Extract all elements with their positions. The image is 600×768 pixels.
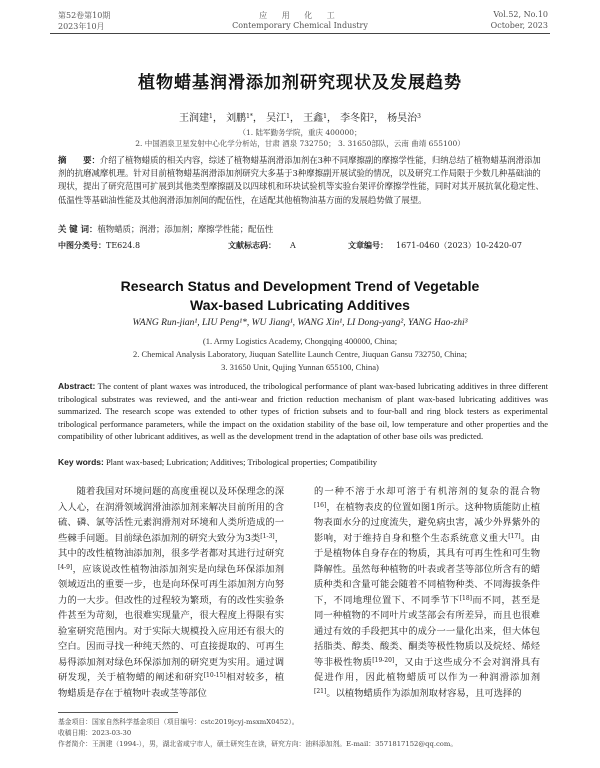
journal-volume-en: Vol.52, No.10	[493, 10, 548, 19]
journal-name-en: Contemporary Chemical Industry	[232, 21, 368, 30]
citation: [10-15]	[203, 672, 226, 679]
footnote-author-bio: 作者简介：王润建（1994-），男，湖北省咸宁市人，硕士研究生在读，研究方向：油料添加剂。E-mail：3571817152@qq.com。	[58, 740, 458, 748]
journal-date: 2023年10月	[58, 22, 105, 31]
citation: [16]	[314, 501, 327, 509]
body-column-right	[314, 484, 540, 701]
affiliation-en-1: (1. Army Logistics Academy, Chongqing 400000, China;	[202, 336, 398, 346]
abstract-text-cn: 介绍了植物蜡质的相关内容，综述了植物蜡基润滑添加剂在3种不同摩擦副的摩擦学性能，归纳总结了植物蜡基润滑添加剂的抗磨减摩机理。针对目前植物蜡基润滑添加剂研究大多基于3种摩擦副开展试验的情况，以及研究工作局限于少数几种基础油的现状，提出了研究范围可扩展到其他类型摩擦副及以四球机和环块试验机等实验台架评价摩擦学性能，同时对其开展抗氧化稳定性、低温性等基础油性能及其他润滑添加剂间的配伍性，在适配其他植物油基方面的发展趋势做了展望。	[58, 155, 544, 205]
author-name: 王润建	[179, 113, 210, 124]
footnote-rule	[58, 712, 178, 713]
author-name: 王鑫	[303, 113, 324, 124]
keywords-text-en: Plant wax-based; Lubrication; Additives; Tribological properties; Compatibility	[105, 457, 377, 467]
abstract-en	[58, 380, 548, 443]
clc-number: 中图分类号：TE624.8	[58, 241, 141, 250]
abstract-cn	[58, 154, 546, 207]
journal-date-en: October, 2023	[490, 21, 548, 30]
keywords-text-cn: 植物蜡质；润滑；添加剂；摩擦学性能；配伍性	[97, 224, 274, 234]
journal-volume: 第52卷第10期	[58, 11, 111, 20]
affiliation-en-2: 2. Chemical Analysis Laboratory, Jiuquan Satellite Launch Centre, Jiuquan Gansu 732750, China;	[133, 349, 467, 359]
keywords-cn	[58, 223, 546, 236]
citation: [19-20]	[372, 656, 395, 664]
author-list-cn: 王润建$^1$， 刘鹏$^{1*}$， 吴江$^1$， 王鑫$^1$， 李冬阳$^2$， 杨昊治$^3$	[179, 113, 421, 124]
body-paragraph: 随着我国对环境问题的高度重视以及环保理念的深入人心，在润滑领域润滑油添加剂来解决目前所用的含硫、磷、氯等活性元素润滑剂对环境和人类所造成的一些棘手问题。目前绿色添加剂的研究大致分为3类[1-3]，其中的改性植物油添加剂，很多学者都对其进行过研究[4-9]，应该说改性植物油添加剂实是向绿色环保添加剂领域迈出的重要一步，也是向环保可再生添加剂方向努力的一大步。但改性的过程较为繁琐，有的改性实验条件甚至为苛刻，也很难实现量产，很大程度上得限有实验室研究范围内。对于实际大规模投入应用还有很大的空白。因而寻找一种纯天然的、可直接提取的、可再生易得添加剂对绿色环保添加剂的研究更为实用。通过调研发现，关于植物蜡的阐述和研究[10-15]相对较多，植物蜡质是存在于植物叶表或茎等部位	[58, 486, 284, 699]
citation: [18]	[459, 594, 472, 602]
citation: [4-9]	[58, 563, 73, 571]
affiliation-en-3: 3. 31650 Unit, Qujing Yunnan 655100, China)	[221, 362, 379, 372]
keywords-label-cn: 关 键 词：	[58, 224, 98, 234]
affiliation-cn-1: （1. 陆军勤务学院，重庆 400000；	[238, 128, 362, 137]
keywords-en	[58, 457, 548, 467]
document-code: 文献标志码： A	[228, 241, 296, 250]
journal-name-cn: 应 用 化 工	[259, 11, 341, 20]
citation: [1-3]	[260, 532, 275, 540]
author-list-en: WANG Run-jian¹, LIU Peng¹*, WU Jiang¹, WANG Xin¹, LI Dong-yang², YANG Hao-zhi³	[132, 318, 468, 328]
paper-title-cn: 植物蜡基润滑添加剂研究现状及发展趋势	[138, 73, 462, 93]
abstract-label-cn: 摘 要：	[58, 155, 100, 165]
citation: [21]	[314, 687, 327, 695]
footnote-received: 收稿日期：2023-03-30	[58, 729, 132, 737]
abstract-text-en: The content of plant waxes was introduced, the tribological performance of plant wax-based lubricating additives in three different tribological substrates was reviewed, and the anti-wear and friction reduction mechanism of plant wax-based lubricating additives was summarized. The research scope was extended to other types of friction subsets and to four-ball and ring block testers as experimental tribological performance parameters, while the impact on the oxidation stability of the base oil, low temperature and other properties and the compatibility of other lubricant additives, as well as the development trend in the adaptation of other base oils was predicted.	[58, 381, 548, 442]
abstract-label-en: Abstract:	[58, 381, 96, 391]
footnote-funding: 基金项目：国家自然科学基金项目（项目编号：cstc2019jcyj-msxmX0452）。	[58, 718, 299, 726]
author-name: 刘鹏	[226, 113, 247, 124]
paper-title-en: Research Status and Development Trend of Vegetable Wax-based Lubricating Additives	[120, 278, 480, 313]
affiliation-cn-2: 2. 中国酒泉卫星发射中心化学分析站，甘肃 酒泉 732750； 3. 31650部队，云南 曲靖 655100）	[135, 139, 465, 148]
author-name: 杨昊治	[387, 113, 418, 124]
citation: [17]	[508, 532, 521, 540]
author-name: 吴江	[266, 113, 287, 124]
keywords-label-en: Key words:	[58, 457, 104, 467]
article-number: 文章编号： 1671-0460（2023）10-2420-07	[348, 241, 522, 250]
body-paragraph: 的一种不溶于水却可溶于有机溶剂的复杂的混合物[16]，在植物表皮的位置如图1所示。这种物质能防止植物表面水分的过度流失，避免病虫害，减少外界紫外的影响，对于维持自身和整个生态系统意义重大[17]。由于是植物体自身存在的物质，其具有可再生性和可生物降解性。虽然每种植物的叶表或者茎等部位所含有的蜡质种类和含量可能会随着不同植物种类、不同海拔条件下，不同地理位置下、不同季节下[18]而不同，甚至是同一种植物的不同叶片或茎部会有所差异，而且也很难通过有效的手段把其中的成分一一量化出来，但大体包括脂类、醇类、酸类、酮类等极性物质以及烷烃、烯烃等非极性物质[19-20]，又由于这些成分不会对润滑具有促进作用，因此植物蜡质可以作为一种润滑添加剂[21]。以植物蜡质作为添加剂取材容易，且可选择的	[314, 486, 540, 699]
header-rule	[50, 33, 550, 34]
body-column-left	[58, 484, 284, 701]
author-name: 李冬阳	[340, 113, 371, 124]
